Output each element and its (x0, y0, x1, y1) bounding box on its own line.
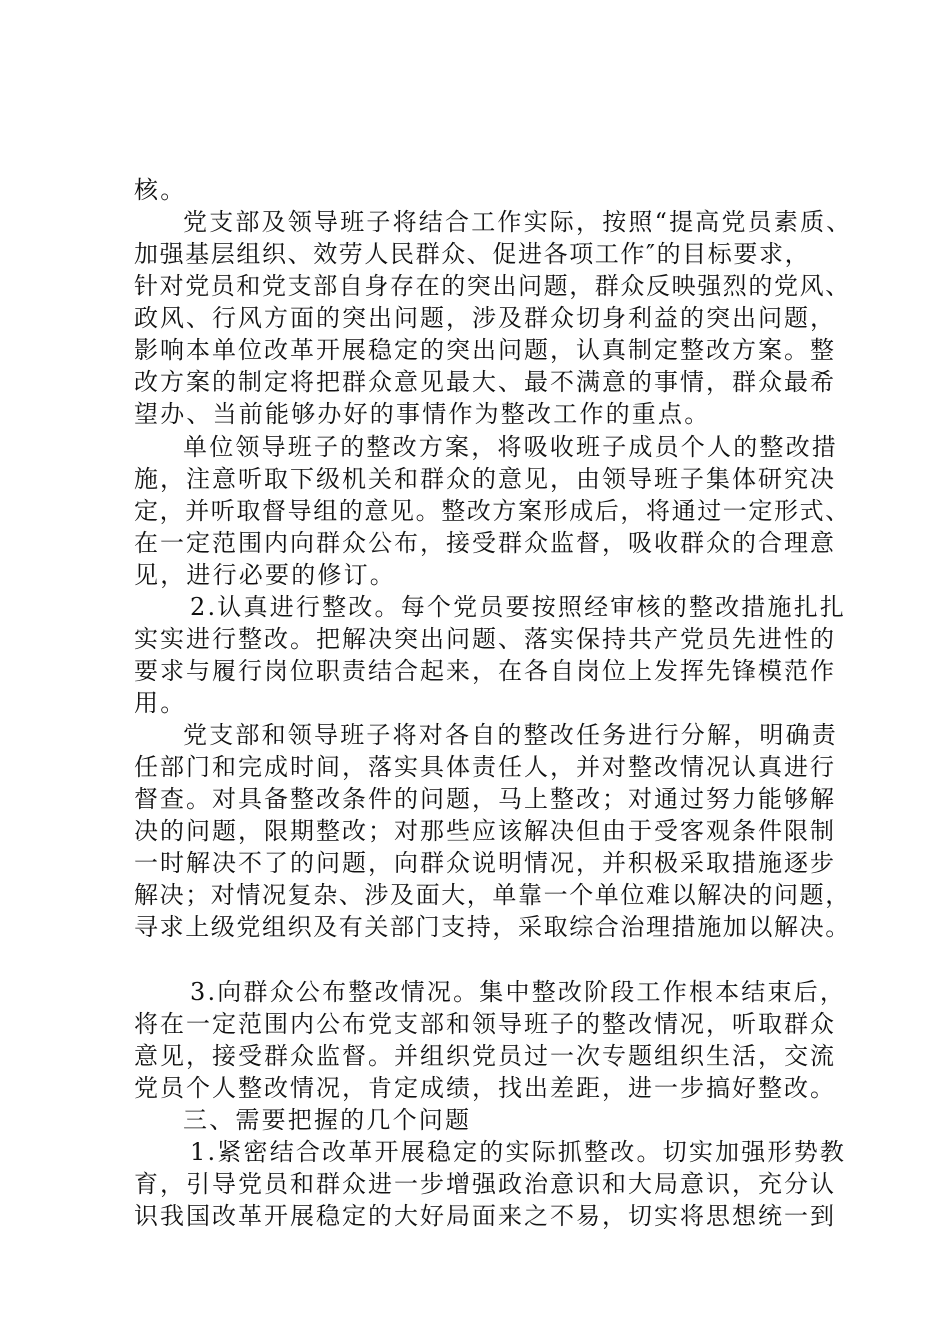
text-line: 施，注意听取下级机关和群众的意见，由领导班子集体研究决 (134, 465, 836, 493)
paragraph-first-line: 单位领导班子的整改方案，将吸收班子成员个人的整改措 (183, 433, 838, 461)
text-line: 识我国改革开展稳定的大好局面来之不易，切实将思想统一到 (134, 1202, 836, 1230)
text-line: 解决；对情况复杂、涉及面大，单靠一个单位难以解决的问题， (134, 881, 851, 909)
text-line: 望办、当前能够办好的事情作为整改工作的重点。 (134, 400, 711, 428)
text-line: 用。 (134, 689, 187, 717)
text-line: 要求与履行岗位职责结合起来，在各自岗位上发挥先锋模范作 (134, 657, 836, 685)
paragraph-first-line: 党支部及领导班子将结合工作实际，按照“提高党员素质、 (183, 208, 853, 236)
text-line: 决的问题，限期整改；对那些应该解决但由于受客观条件限制 (134, 817, 836, 845)
numbered-item-line: 2.认真进行整改。每个党员要按照经审核的整改措施扎扎 (190, 593, 847, 621)
text-line: 将在一定范围内公布党支部和领导班子的整改情况，听取群众 (134, 1010, 836, 1038)
text-line: 任部门和完成时间，落实具体责任人，并对整改情况认真进行 (134, 753, 836, 781)
text-line: 政风、行风方面的突出问题，涉及群众切身利益的突出问题， (134, 304, 836, 332)
text-line: 意见，接受群众监督。并组织党员过一次专题组织生活，交流 (134, 1042, 836, 1070)
text-line: 见，进行必要的修订。 (134, 561, 396, 589)
text-line: 寻求上级党组织及有关部门支持，采取综合治理措施加以解决。 (134, 913, 851, 941)
text-line: 育，引导党员和群众进一步增强政治意识和大局意识，充分认 (134, 1170, 836, 1198)
section-heading: 三、需要把握的几个问题 (183, 1106, 472, 1134)
text-line: 党员个人整改情况，肯定成绩，找出差距，进一步搞好整改。 (134, 1074, 836, 1102)
text-line: 定，并听取督导组的意见。整改方案形成后，将通过一定形式、 (134, 497, 851, 525)
text-line: 实实进行整改。把解决突出问题、落实保持共产党员先进性的 (134, 625, 836, 653)
text-line: 改方案的制定将把群众意见最大、最不满意的事情，群众最希 (134, 368, 836, 396)
text-line: 加强基层组织、效劳人民群众、促进各项工作″的目标要求， (134, 240, 811, 268)
text-line: 督查。对具备整改条件的问题，马上整改；对通过努力能够解 (134, 785, 836, 813)
text-line: 一时解决不了的问题，向群众说明情况，并积极采取措施逐步 (134, 849, 836, 877)
numbered-item-line: 3.向群众公布整改情况。集中整改阶段工作根本结束后， (190, 978, 847, 1006)
text-line: 针对党员和党支部自身存在的突出问题，群众反映强烈的党风、 (134, 272, 851, 300)
text-line: 影响本单位改革开展稳定的突出问题，认真制定整改方案。整 (134, 336, 836, 364)
text-line: 在一定范围内向群众公布，接受群众监督，吸收群众的合理意 (134, 529, 836, 557)
text-line: 核。 (134, 176, 187, 204)
paragraph-first-line: 党支部和领导班子将对各自的整改任务进行分解，明确责 (183, 721, 838, 749)
numbered-item-line: 1.紧密结合改革开展稳定的实际抓整改。切实加强形势教 (190, 1138, 847, 1166)
